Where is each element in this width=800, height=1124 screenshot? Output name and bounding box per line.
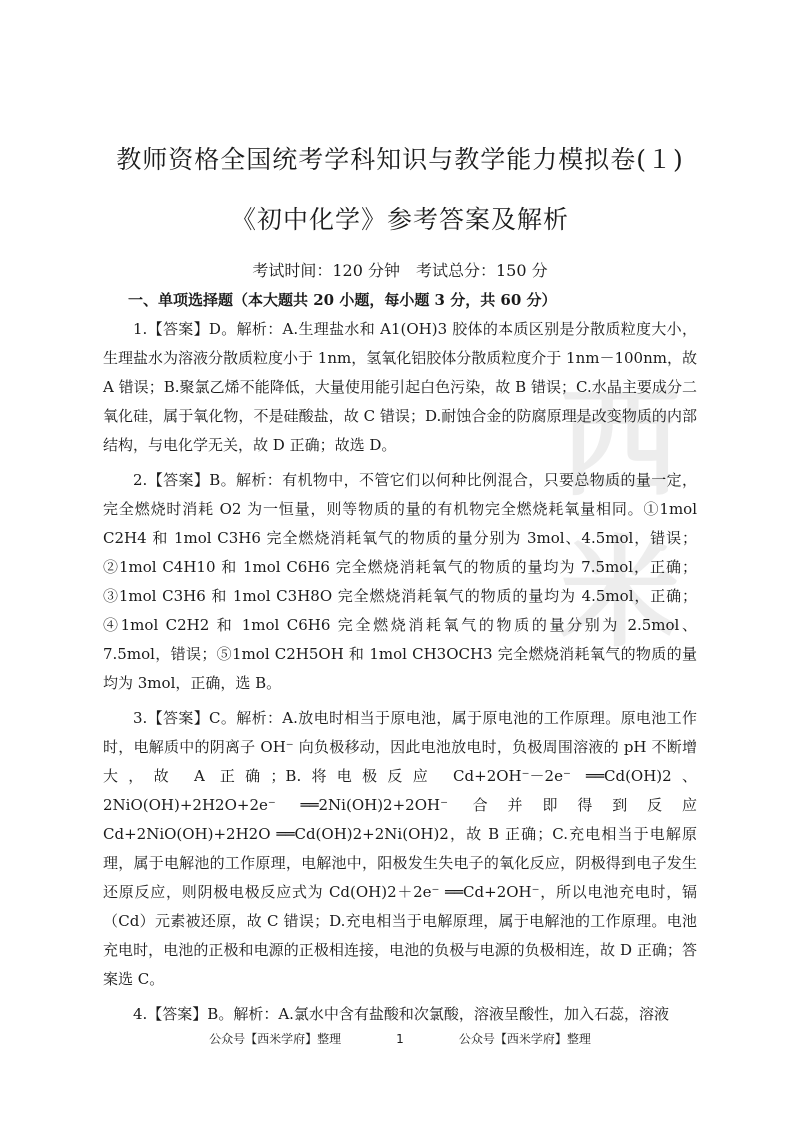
answer-paragraph-3: 3.【答案】C。解析：A.放电时相当于原电池，属于原电池的工作原理。原电池工作时，电解质中的阴离子 OH⁻ 向负极移动，因此电池放电时，负极周围溶液的 pH 不断增大，故 A 正确；B.将电极反应 Cd+2OH⁻－2e⁻ ══Cd(OH)2、2NiO(OH)+2H2O+2e⁻ ══2Ni(OH)2+2OH⁻ 合并即得到反应 Cd+2NiO(OH)+2H2O ══Cd(OH)2+2Ni(OH)2，故 B 正确；C.充电相当于电解原理，属于电解池的工作原理，电解池中，阳极发生失电子的氧化反应，阴极得到电子发生还原反应，则阴极电极反应式为 Cd(OH)2＋2e⁻ ══Cd+2OH⁻，所以电池充电时，镉（Cd）元素被还原，故 C 错误；D.充电相当于电解原理，属于电解池的工作原理。电池充电时，电池的正极和电源的正极相连接，电池的负极与电源的负极相连，故 D 正确；答案选 C。 (103, 709, 697, 988)
answer-paragraph-4: 4.【答案】B。解析：A.氯水中含有盐酸和次氯酸，溶液呈酸性，加入石蕊，溶液 (133, 1005, 669, 1023)
footer-left-text: 公众号【西米学府】整理 (209, 1032, 342, 1046)
answer-body (103, 315, 697, 1035)
page-title: 教师资格全国统考学科知识与教学能力模拟卷(１) (116, 145, 684, 174)
answer-paragraph-2: 2.【答案】B。解析：有机物中，不管它们以何种比例混合，只要总物质的量一定，完全燃烧时消耗 O2 为一恒量，则等物质的量的有机物完全燃烧耗氧量相同。①1mol C2H4 和 1mol C3H6 完全燃烧消耗氧气的物质的量分别为 3mol、4.5mol，错误；②1mol C4H10 和 1mol C6H6 完全燃烧消耗氧气的物质的量均为 7.5mol，正确；③1mol C3H6 和 1mol C3H8O 完全燃烧消耗氧气的物质的量均为 4.5mol，正确；④1mol C2H2 和 1mol C6H6 完全燃烧消耗氧气的物质的量分别为 2.5mol、7.5mol，错误；⑤1mol C2H5OH 和 1mol CH3OCH3 完全燃烧消耗氧气的物质的量均为 3mol，正确，选 B。 (103, 471, 697, 692)
page-subtitle: 《初中化学》参考答案及解析 (230, 205, 569, 234)
watermark: 西 米 (560, 375, 680, 664)
section-heading: 一、单项选择题（本大题共 20 小题，每小题 3 分，共 60 分） (128, 291, 557, 309)
exam-info: 考试时间：120 分钟 考试总分：150 分 (252, 261, 548, 280)
answer-paragraph-1: 1.【答案】D。解析：A.生理盐水和 A1(OH)3 胶体的本质区别是分散质粒度大小，生理盐水为溶液分散质粒度小于 1nm，氢氧化铝胶体分散质粒度介于 1nm－100nm，故 A 错误；B.聚氯乙烯不能降低，大量使用能引起白色污染，故 B 错误；C.水晶主要成分二氧化硅，属于氧化物，不是硅酸盐，故 C 错误；D.耐蚀合金的防腐原理是改变物质的内部结构，与电化学无关，故 D 正确；故选 D。 (103, 320, 697, 454)
footer-right-text: 公众号【西米学府】整理 (458, 1032, 591, 1046)
page-footer (0, 1030, 800, 1047)
page-number: 1 (396, 1032, 404, 1046)
